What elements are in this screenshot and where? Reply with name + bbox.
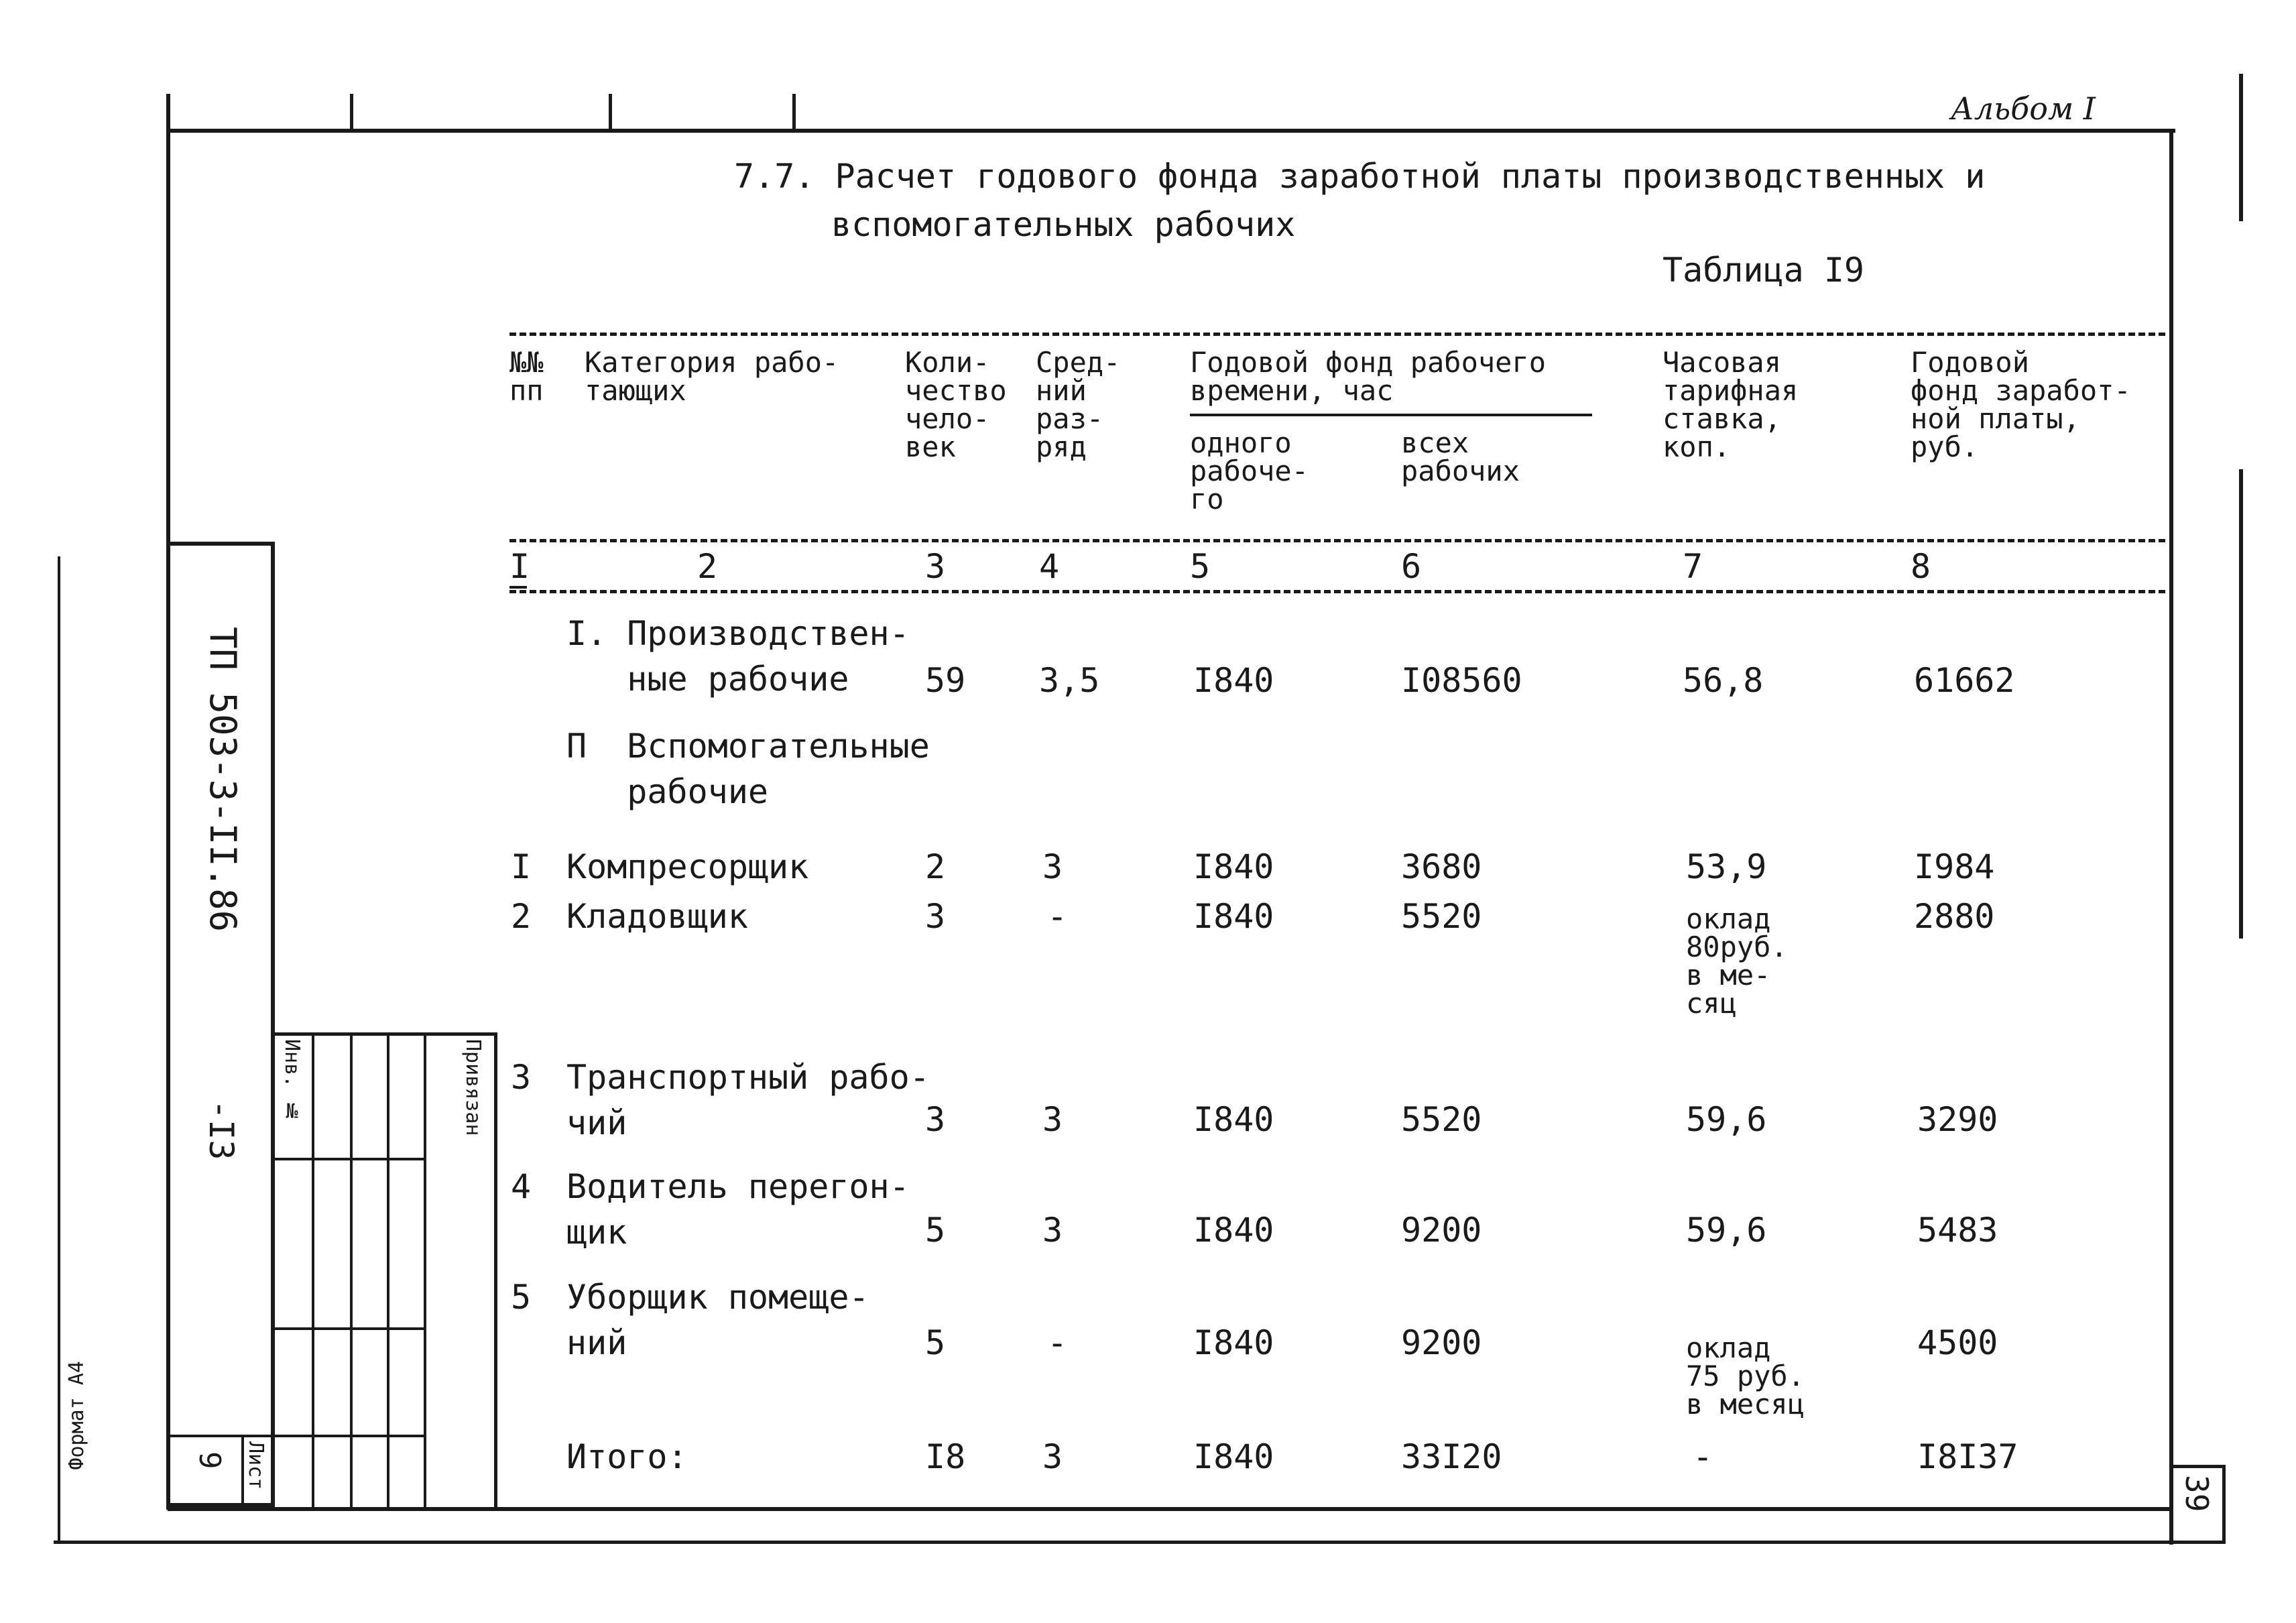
col-number: 4	[1039, 547, 1060, 586]
row-fund: 61662	[1914, 661, 2015, 700]
row-hours-one: I840	[1193, 1100, 1274, 1139]
row-hours-one: I840	[1193, 1323, 1274, 1362]
row-quantity: 2	[925, 847, 946, 886]
total-grade: 3	[1042, 1437, 1063, 1476]
group-header-rule	[1190, 414, 1592, 416]
frame-top	[168, 129, 2175, 133]
row-category: П Вспомогательные рабочие	[566, 727, 930, 811]
sheet-label: Лист	[244, 1441, 267, 1490]
header-category: Категория рабо- тающих	[585, 346, 839, 407]
outer-right-mark	[2239, 74, 2243, 221]
row-number: 4	[511, 1167, 532, 1206]
row-hours-one: I840	[1193, 1211, 1274, 1250]
col-numbers-rule	[509, 590, 2165, 593]
header-all-workers: всех рабочих	[1401, 426, 1520, 487]
attach-label: Привязан	[461, 1039, 485, 1136]
row-fund: 3290	[1917, 1100, 1998, 1139]
stamp-row	[275, 1158, 424, 1160]
sheet-number: 9	[192, 1451, 227, 1469]
row-category: Транспортный рабо- чий	[566, 1058, 930, 1142]
frame-right	[2169, 129, 2173, 1545]
header-bottom-rule	[509, 539, 2165, 542]
row-rate: 59,6	[1686, 1211, 1767, 1250]
row-hours-all: I08560	[1401, 661, 1522, 700]
album-label: Альбом I	[1951, 91, 2096, 127]
row-quantity: 59	[925, 661, 966, 700]
page-number: 39	[2179, 1475, 2215, 1512]
row-hours-one: I840	[1193, 847, 1274, 886]
row-hours-all: 3680	[1401, 847, 1482, 886]
row-grade: 3,5	[1039, 661, 1100, 700]
row-rate: 56,8	[1683, 661, 1764, 700]
row-rate: оклад 80руб. в ме- сяц	[1686, 902, 1788, 1020]
outer-bottom-line	[54, 1541, 2226, 1544]
doc-code: ТП 503-3-II.86	[202, 627, 244, 933]
col-number-underline	[509, 586, 527, 589]
total-quantity: I8	[925, 1437, 966, 1476]
inv-label: Инв. №	[280, 1039, 304, 1124]
row-grade: 3	[1042, 1211, 1063, 1250]
header-quantity: Коли- чество чело- век	[905, 346, 1007, 463]
row-rate: оклад 75 руб. в месяц	[1686, 1331, 1805, 1421]
row-fund: 2880	[1914, 897, 1995, 936]
total-label: Итого:	[566, 1437, 688, 1476]
col-number: 6	[1401, 547, 1422, 586]
header-time-fund: Годовой фонд рабочего времени, час	[1190, 346, 1547, 407]
total-rate: -	[1693, 1437, 1713, 1476]
row-hours-all: 9200	[1401, 1323, 1482, 1362]
row-quantity: 3	[925, 897, 946, 936]
row-hours-all: 5520	[1401, 1100, 1482, 1139]
row-hours-all: 9200	[1401, 1211, 1482, 1250]
col-number: 3	[925, 547, 946, 586]
row-hours-one: I840	[1193, 661, 1274, 700]
header-wage-fund: Годовой фонд заработ- ной платы, руб.	[1911, 346, 2131, 463]
stamp-row	[168, 1435, 426, 1437]
row-category: Водитель перегон- щик	[566, 1167, 910, 1252]
header-grade: Сред- ний раз- ряд	[1036, 346, 1121, 463]
doc-subcode: -I3	[202, 1099, 241, 1160]
row-hours-one: I840	[1193, 897, 1274, 936]
row-grade: 3	[1042, 1100, 1063, 1139]
row-grade: 3	[1042, 847, 1063, 886]
row-rate: 59,6	[1686, 1100, 1767, 1139]
page-title-line2: вспомогательных рабочих	[831, 205, 1296, 244]
row-rate: 53,9	[1686, 847, 1767, 886]
top-tick	[609, 94, 612, 131]
header-rate: Часовая тарифная ставка, коп.	[1663, 346, 1799, 463]
table-label: Таблица I9	[1663, 251, 1865, 290]
row-category: I. Производствен- ные рабочие	[566, 614, 910, 699]
row-category: Уборщик помеще- ний	[566, 1278, 869, 1362]
total-fund: I8I37	[1917, 1437, 2018, 1476]
frame-bottom	[168, 1507, 2172, 1511]
row-number: 2	[511, 897, 532, 936]
row-fund: I984	[1914, 847, 1995, 886]
header-one-worker: одного рабоче- го	[1190, 426, 1309, 516]
total-hours-one: I840	[1193, 1437, 1274, 1476]
row-quantity: 3	[925, 1100, 946, 1139]
row-number: 3	[511, 1058, 532, 1097]
row-number: 5	[511, 1278, 532, 1317]
outer-right-mark-2	[2239, 469, 2243, 939]
page-title: 7.7. Расчет годового фонда заработной платы производственных и	[734, 157, 1986, 196]
row-hours-all: 5520	[1401, 897, 1482, 936]
header-top-rule	[509, 333, 2165, 336]
row-grade: -	[1047, 897, 1068, 936]
format-label: Формат А4	[65, 1361, 88, 1470]
col-number: 8	[1911, 547, 1931, 586]
row-grade: -	[1047, 1323, 1068, 1362]
row-category: Компресорщик	[566, 847, 809, 886]
total-hours-all: 33I20	[1401, 1437, 1502, 1476]
header-no: №№ пп	[509, 346, 544, 407]
stamp-row	[275, 1327, 424, 1330]
row-quantity: 5	[925, 1323, 946, 1362]
row-quantity: 5	[925, 1211, 946, 1250]
col-number: 5	[1190, 547, 1211, 586]
col-number: I	[509, 547, 530, 586]
col-number: 2	[697, 547, 718, 586]
top-tick	[350, 94, 353, 131]
outer-left-line	[58, 556, 60, 1542]
col-number: 7	[1683, 547, 1703, 586]
row-number: I	[511, 847, 532, 886]
row-category: Кладовщик	[566, 897, 748, 936]
row-fund: 4500	[1917, 1323, 1998, 1362]
row-fund: 5483	[1917, 1211, 1998, 1250]
top-tick	[792, 94, 796, 131]
